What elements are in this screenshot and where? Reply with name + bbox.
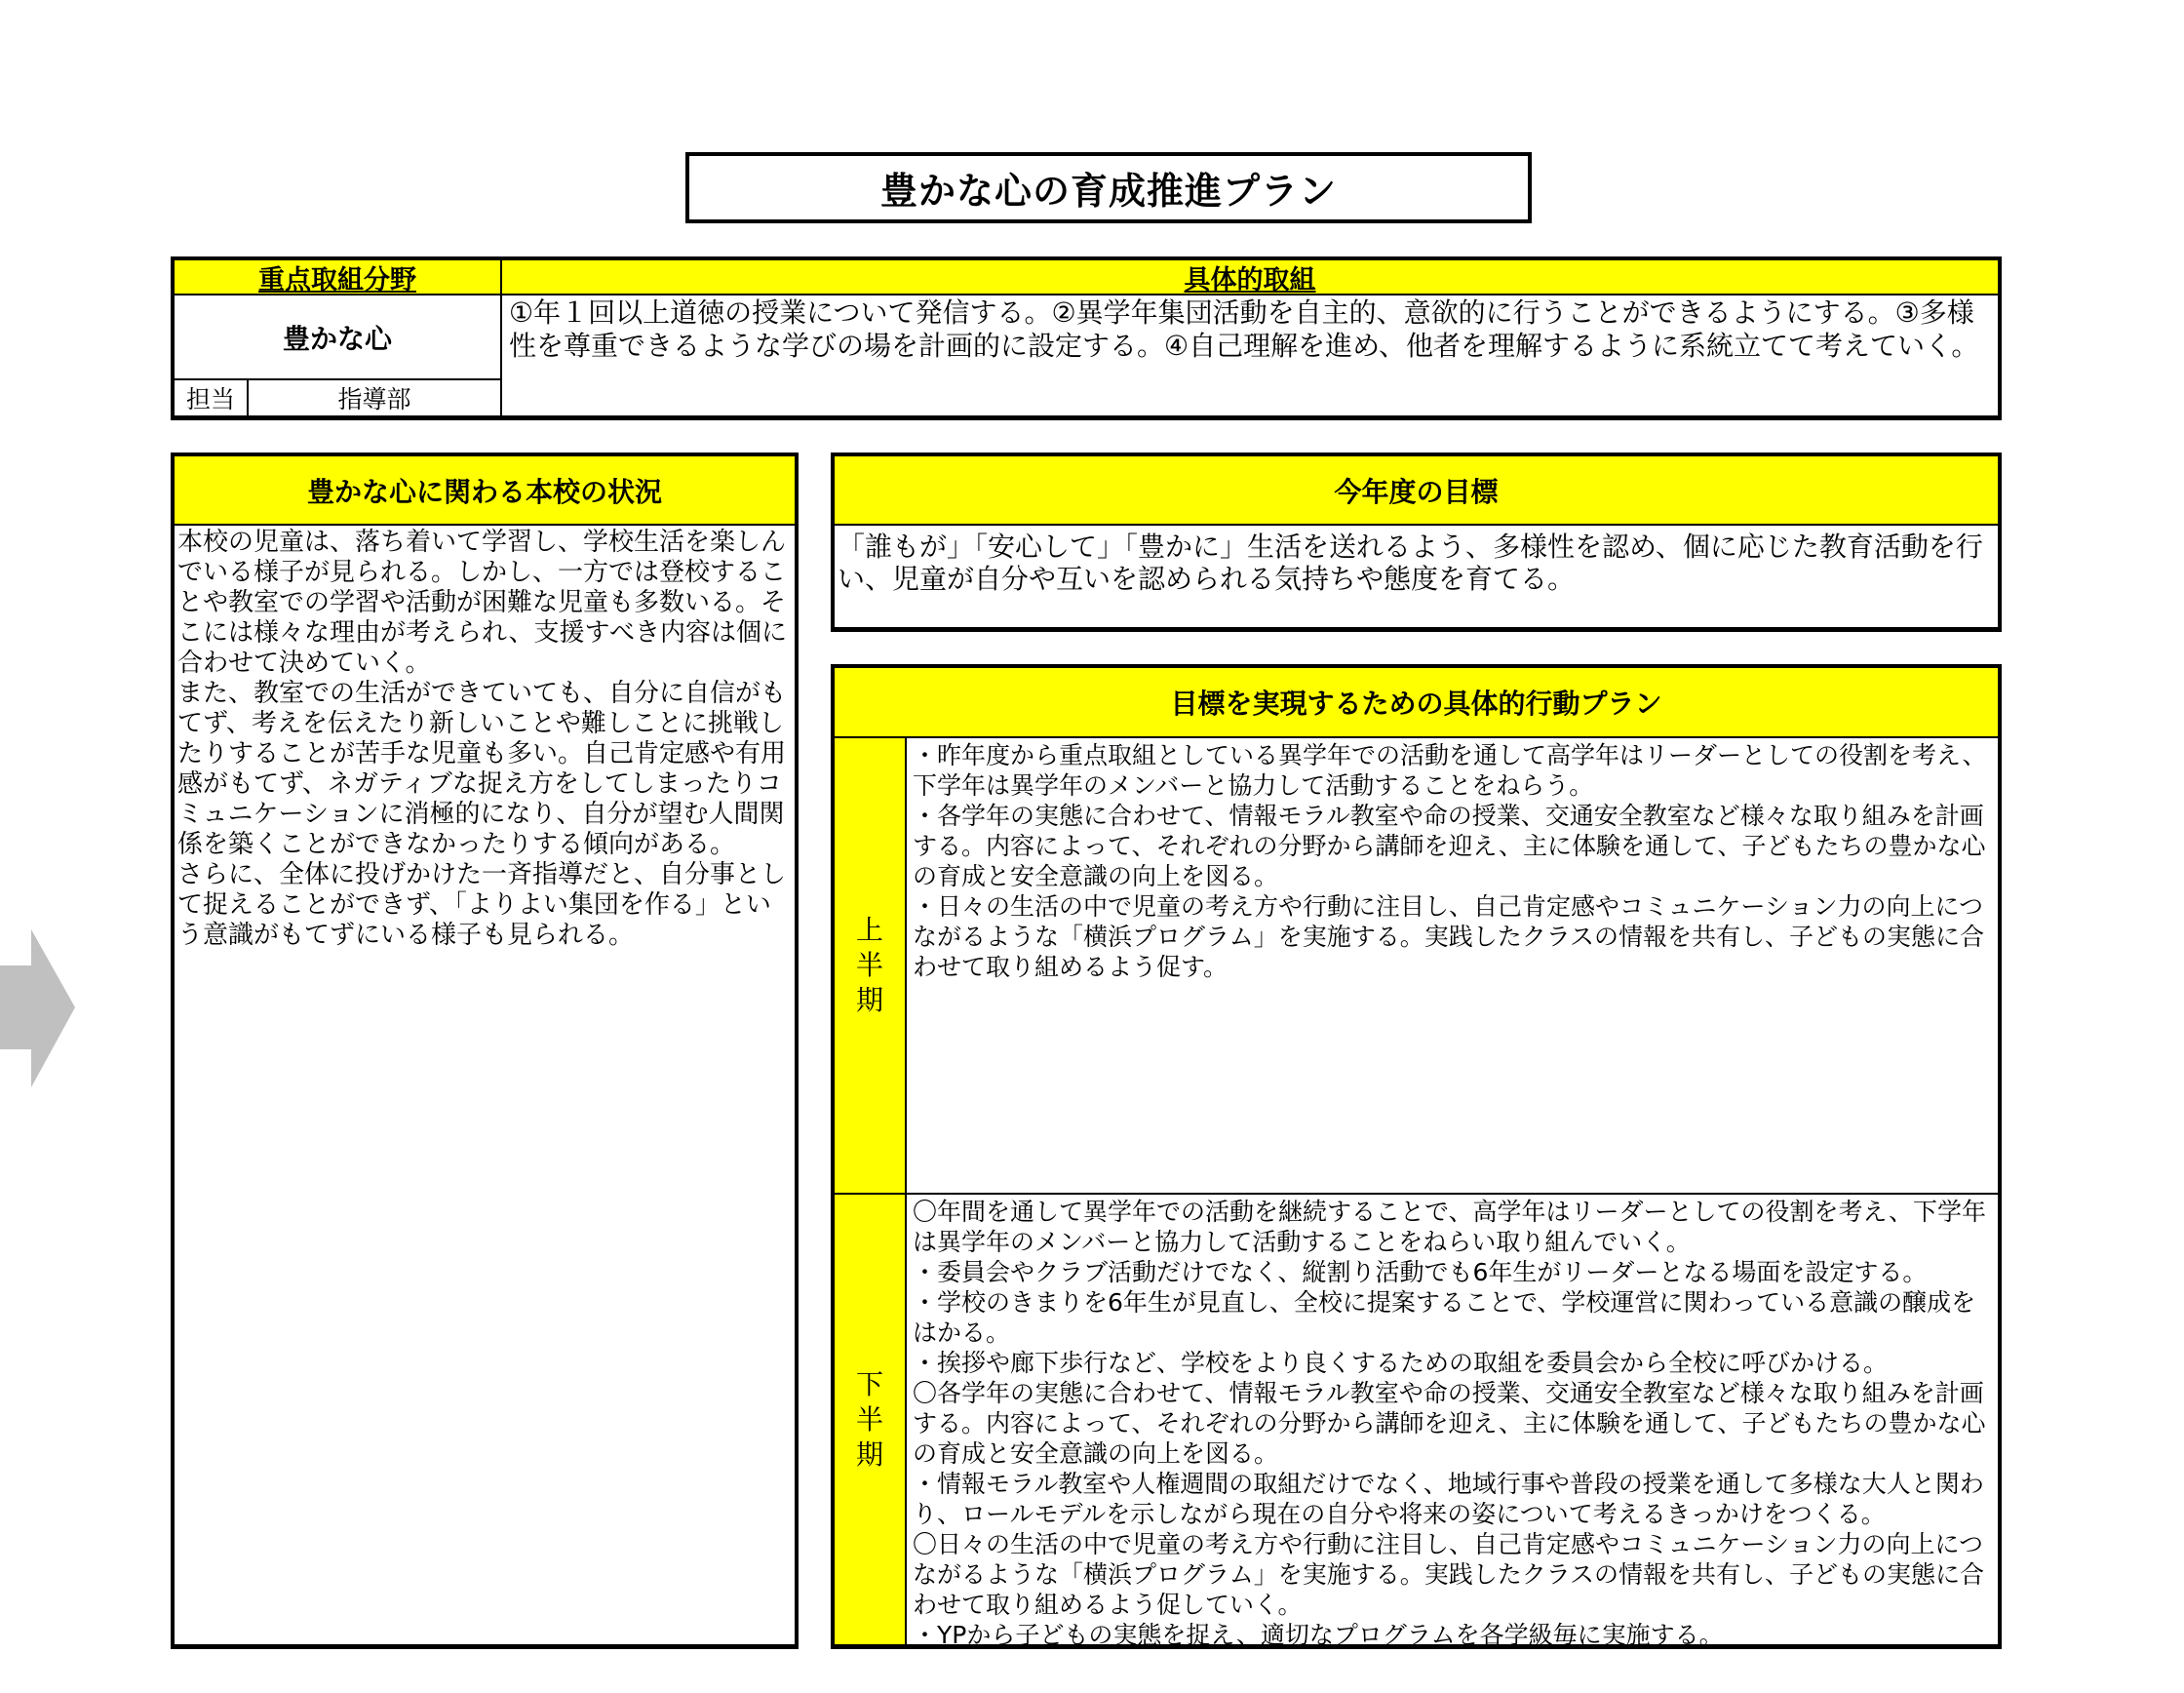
- plan-item: ・各学年の実態に合わせて、情報モラル教室や命の授業、交通安全教室など様々な取り組みを計画する。内容によって、それぞれの分野から講師を迎え、主に体験を通して、子どもたちの豊かな心の育成と安全意識の向上を図る。: [913, 802, 1986, 890]
- action-plan-panel: [831, 664, 2002, 1649]
- annual-goal-panel: [831, 453, 2002, 632]
- plan-item: 〇年間を通して異学年での活動を継続することで、高学年はリーダーとしての役割を考え、下学年は異学年のメンバーと協力して活動することをねらい取り組んでいく。: [913, 1198, 1987, 1256]
- plan-item: ・挨拶や廊下歩行など、学校をより良くするための取組を委員会から全校に呼びかける。: [913, 1349, 1889, 1377]
- school-status-heading: 豊かな心に関わる本校の状況: [175, 456, 795, 526]
- title-box: [685, 152, 1532, 223]
- first-half-items: [907, 738, 1998, 1193]
- second-half-row: [835, 1195, 1998, 1649]
- period-char: 半: [855, 949, 883, 981]
- plan-item: ・情報モラル教室や人権週間の取組だけでなく、地域行事や普段の授業を通して多様な大人と関わり、ロールモデルを示しながら現在の自分や将来の姿について考えるきっかけをつくる。: [913, 1470, 1984, 1528]
- specific-efforts-text: ①年１回以上道徳の授業について発信する。②異学年集団活動を自主的、意欲的に行うことができるようにする。③多様性を尊重できるような学びの場を計画的に設定する。④自己理解を進め、他者を理解するように系統立てて考えていく。: [509, 296, 1979, 362]
- first-half-row: [835, 738, 1998, 1195]
- person-in-charge-label: 担当: [175, 380, 249, 415]
- page-title: 豊かな心の育成推進プラン: [879, 170, 1337, 213]
- first-half-label: [835, 738, 907, 1193]
- focus-area-header: 重点取組分野: [175, 260, 502, 295]
- plan-item: 〇各学年の実態に合わせて、情報モラル教室や命の授業、交通安全教室など様々な取り組みを計画する。内容によって、それぞれの分野から講師を迎え、主に体験を通して、子どもたちの豊かな心の育成と安全意識の向上を図る。: [913, 1379, 1986, 1468]
- second-half-items: [907, 1195, 1998, 1649]
- plan-item: ・委員会やクラブ活動だけでなく、縦割り活動でも6年生がリーダーとなる場面を設定する。: [913, 1258, 1928, 1286]
- status-paragraph: さらに、全体に投げかけた一斉指導だと、自分事として捉えることができず、「よりよい集団を作る」という意識がもてずにいる様子も見られる。: [177, 860, 787, 950]
- specific-efforts-header: 具体的取組: [502, 260, 1998, 295]
- period-char: 上: [855, 914, 883, 946]
- period-char: 半: [855, 1402, 883, 1436]
- period-char: 下: [855, 1367, 883, 1400]
- action-plan-heading: 目標を実現するための具体的行動プラン: [835, 668, 1998, 738]
- period-char: 期: [855, 984, 883, 1016]
- right-arrow-icon: [0, 929, 76, 1087]
- plan-item: ・昨年度から重点取組としている異学年での活動を通して高学年はリーダーとしての役割を考え、下学年は異学年のメンバーと協力して活動することをねらう。: [913, 741, 1987, 800]
- status-paragraph: また、教室での生活ができていても、自分に自信がもてず、考えを伝えたり新しいことや難しことに挑戦したりすることが苦手な児童も多い。自己肯定感や有用感がもてず、ネガティブな捉え方をしてしまったりコミュニケーションに消極的になり、自分が望む人間関係を築くことができなかったりする傾向がある。: [177, 679, 787, 859]
- plan-item: ・YPから子どもの実態を捉え、適切なプログラムを各学級毎に実施する。: [913, 1621, 1724, 1649]
- status-paragraph: 本校の児童は、落ち着いて学習し、学校生活を楽しんでいる様子が見られる。しかし、一方では登校することや教室での学習や活動が困難な児童も多数いる。そこには様々な理由が考えられ、支援すべき内容は個に合わせて決めていく。: [177, 528, 788, 678]
- period-char: 期: [855, 1437, 883, 1471]
- person-in-charge-value: 指導部: [249, 380, 502, 415]
- plan-item: ・日々の生活の中で児童の考え方や行動に注目し、自己肯定感やコミュニケーション力の向上につながるような「横浜プログラム」を実施する。実践したクラスの情報を共有し、子どもの実態に合わせて取り組めるよう促す。: [913, 892, 1985, 981]
- annual-goal-text: 「誰もが」「安心して」「豊かに」生活を送れるよう、多様性を認め、個に応じた教育活動を行い、児童が自分や互いを認められる気持ちや態度を育てる。: [838, 531, 1983, 595]
- plan-item: ・学校のきまりを6年生が見直し、全校に提案することで、学校運営に関わっている意識の醸成をはかる。: [913, 1288, 1976, 1347]
- school-status-panel: [171, 453, 799, 1649]
- plan-item: 〇日々の生活の中で児童の考え方や行動に注目し、自己肯定感やコミュニケーション力の向上につながるような「横浜プログラム」を実施する。実践したクラスの情報を共有し、子どもの実態に合わせて取り組めるよう促していく。: [913, 1530, 1985, 1619]
- focus-area-value: 豊かな心: [175, 295, 502, 380]
- school-status-body: [175, 526, 795, 951]
- annual-goal-heading: 今年度の目標: [835, 456, 1998, 526]
- focus-area-table: [171, 256, 2002, 420]
- second-half-label: [835, 1195, 907, 1644]
